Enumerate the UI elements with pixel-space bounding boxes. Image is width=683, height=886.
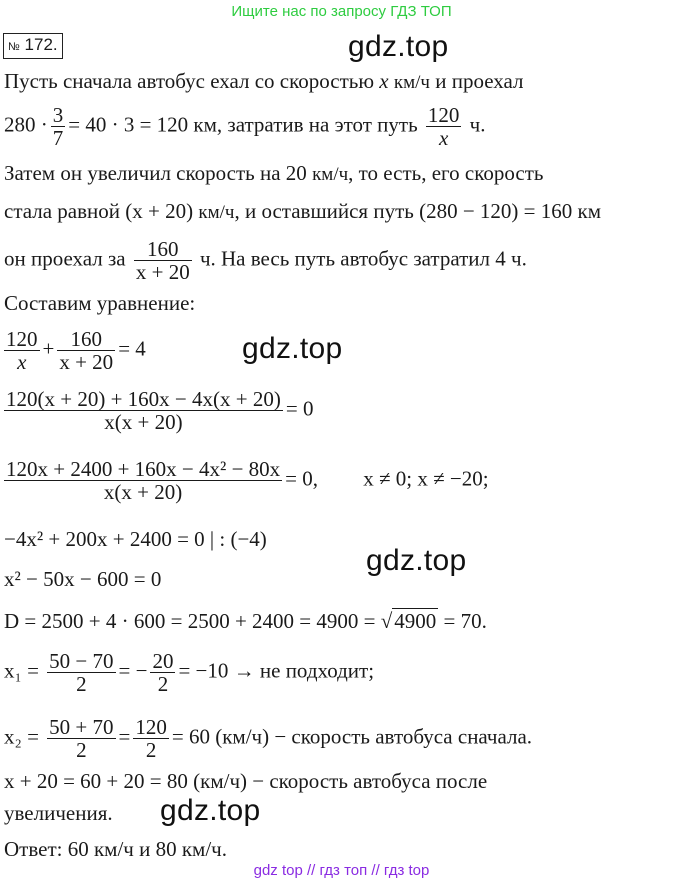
equation-6: D = 2500 + 4 · 600 = 2500 + 2400 = 4900 = √4900 = 70. xyxy=(4,609,487,633)
answer-line: Ответ: 60 км/ч и 80 км/ч. xyxy=(4,837,227,861)
equation-5: x² − 50x − 600 = 0 xyxy=(4,567,162,591)
equation-8: x₂ = $\frac{50 + 70}{2}$ = $\frac{120}{2}$ = 60 (км/ч) − скорость автобуса сначала. xyxy=(4,715,533,763)
equation-3: $\frac{\text{120x + 2400 + 160x − 4x² − 80x}}{x(x + 20)}$ = 0, x ≠ 0; x ≠ −20; xyxy=(6,457,489,505)
watermark-1: gdz.top xyxy=(348,30,449,63)
watermark-3: gdz.top xyxy=(366,544,467,577)
text-line-2: 280 · $\frac{3}{7}$ = 40 · 3 = 120 км, затратив на этот путь $\frac{120}{x}$ ч. xyxy=(4,103,486,151)
number-sign: № xyxy=(8,41,20,53)
text-line-5: он проехал за $\frac{160}{x + 20}$ ч. На весь путь автобус затратил 4 ч. xyxy=(4,237,527,285)
text-line-3: Затем он увеличил скорость на 20 км/ч, то есть, его скорость xyxy=(4,161,544,185)
equation-1: $\frac{120}{x}$ + $\frac{160}{x + 20}$ = 4 xyxy=(6,327,146,375)
equation-10: увеличения. xyxy=(4,801,113,825)
equation-2: $\frac{120(x + 20) + 160x - 4x(x + 20)}{x(x + 20)}$ = 0 xyxy=(6,387,314,435)
equation-4: −4x² + 200x + 2400 = 0 | : (−4) xyxy=(4,527,267,551)
watermark-2: gdz.top xyxy=(242,332,343,365)
bottom-banner[interactable]: gdz top // гдз топ // гдз top xyxy=(253,862,430,879)
watermark-4: gdz.top xyxy=(160,794,261,827)
equation-7: x₁ = $\frac{50 - 70}{2}$ = − $\frac{20}{2}$ = −10 → не подходит; xyxy=(4,649,375,697)
problem-number xyxy=(3,33,63,59)
text-line-1: Пусть сначала автобус ехал со скоростью x км/ч и проехал xyxy=(4,69,524,93)
top-banner[interactable]: Ищите нас по запросу ГДЗ ТОП xyxy=(231,3,452,20)
number-value: 172. xyxy=(24,35,58,54)
text-line-6: Составим уравнение: xyxy=(4,291,196,315)
equation-9: x + 20 = 60 + 20 = 80 (км/ч) − скорость автобуса после xyxy=(4,769,488,793)
text-line-4: стала равной (x + 20) км/ч, и оставшийся путь (280 − 120) = 160 км xyxy=(4,199,601,223)
